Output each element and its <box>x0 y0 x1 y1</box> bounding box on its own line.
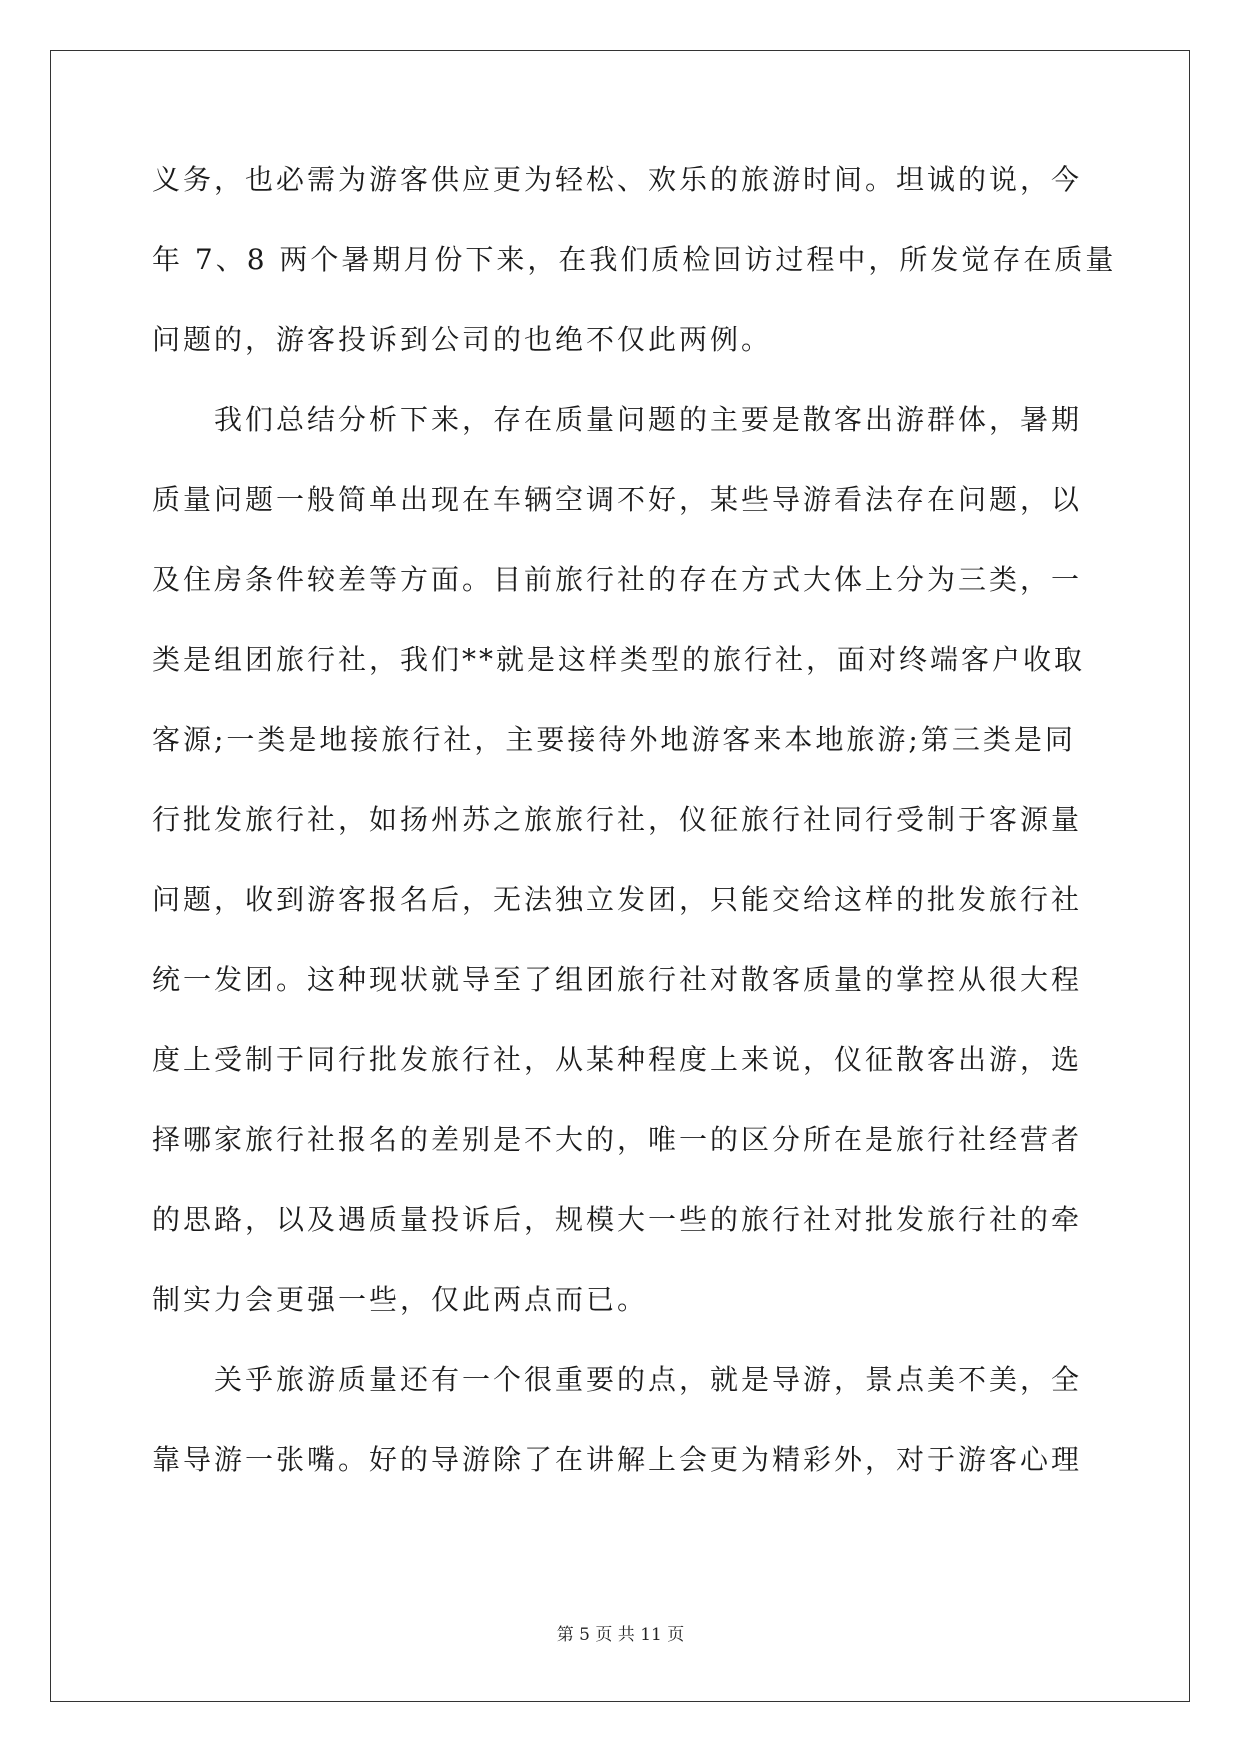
text-line: 类是组团旅行社，我们**就是这样类型的旅行社，面对终端客户收取 <box>152 643 1086 676</box>
text-line: 及住房条件较差等方面。目前旅行社的存在方式大体上分为三类，一 <box>152 563 1083 596</box>
text-line: 的思路，以及遇质量投诉后，规模大一些的旅行社对批发旅行社的牵 <box>152 1203 1083 1236</box>
text-line: 客源;一类是地接旅行社，主要接待外地游客来本地旅游;第三类是同 <box>152 723 1076 756</box>
text-line: 度上受制于同行批发旅行社，从某种程度上来说，仪征散客出游，选 <box>152 1043 1083 1076</box>
paragraph-1 <box>152 160 1117 400</box>
text-line: 靠导游一张嘴。好的导游除了在讲解上会更为精彩外，对于游客心理 <box>152 1443 1083 1476</box>
text-line: 我们总结分析下来，存在质量问题的主要是散客出游群体，暑期 <box>214 403 1083 436</box>
text-line: 质量问题一般简单出现在车辆空调不好，某些导游看法存在问题，以 <box>152 483 1083 516</box>
text-line: 制实力会更强一些，仅此两点而已。 <box>152 1283 649 1316</box>
page-number-footer: 第 5 页 共 11 页 <box>556 1625 685 1645</box>
text-line: 关乎旅游质量还有一个很重要的点，就是导游，景点美不美，全 <box>214 1363 1083 1396</box>
text-line: 行批发旅行社，如扬州苏之旅旅行社，仪征旅行社同行受制于客源量 <box>152 803 1083 836</box>
paragraph-2 <box>152 400 1090 1360</box>
text-line: 问题的，游客投诉到公司的也绝不仅此两例。 <box>152 323 773 356</box>
text-line: 问题，收到游客报名后，无法独立发团，只能交给这样的批发旅行社 <box>152 883 1083 916</box>
text-line: 义务，也必需为游客供应更为轻松、欢乐的旅游时间。坦诚的说，今 <box>152 163 1083 196</box>
text-line: 统一发团。这种现状就导至了组团旅行社对散客质量的掌控从很大程 <box>152 963 1083 996</box>
paragraph-3 <box>152 1360 1090 1520</box>
text-line: 择哪家旅行社报名的差别是不大的，唯一的区分所在是旅行社经营者 <box>152 1123 1083 1156</box>
document-body <box>152 160 1117 1520</box>
text-line: 年 7、8 两个暑期月份下来，在我们质检回访过程中，所发觉存在质量 <box>152 243 1117 276</box>
